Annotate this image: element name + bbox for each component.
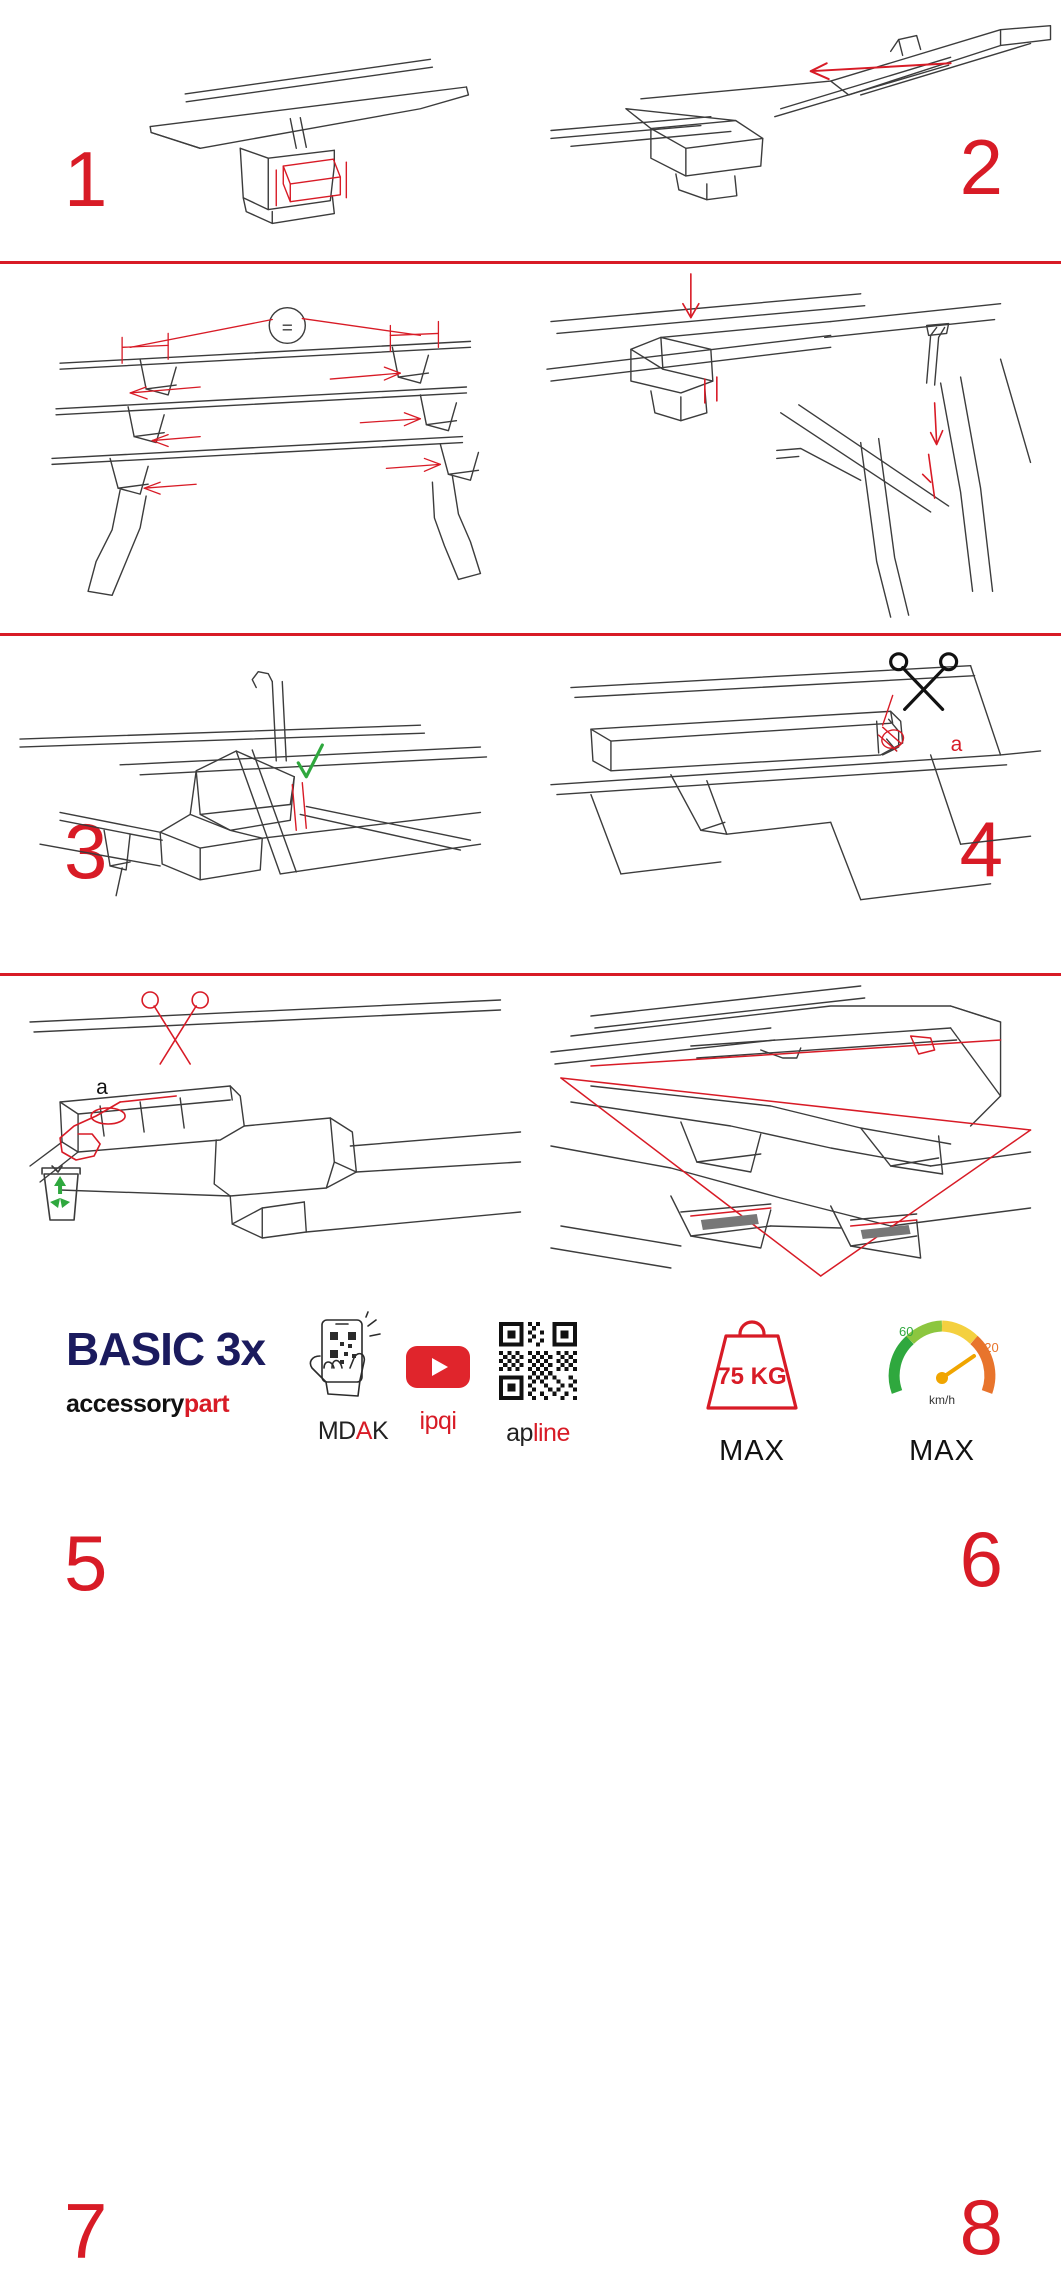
logo-apline-caption-first: ap (506, 1419, 533, 1447)
speedometer-icon (877, 1300, 1007, 1424)
step-number-2: 2 (960, 128, 1003, 206)
equal-symbol: = (282, 318, 293, 339)
logo-mdak-caption (298, 1417, 408, 1445)
logo-mdak-caption-first: MD (318, 1417, 356, 1445)
step-panel-1 (0, 0, 531, 261)
logo-apline-caption-second: line (533, 1419, 570, 1447)
brand-subtitle-second: part (184, 1390, 229, 1418)
step-number-3: 3 (64, 812, 107, 890)
logo-apline-caption (478, 1419, 598, 1447)
speed-unit: km/h (929, 1393, 955, 1407)
brand-block (66, 1324, 306, 1418)
step-panel-4 (531, 264, 1061, 633)
step-8-illustration (531, 976, 1061, 1288)
step-7-illustration (0, 976, 531, 1288)
step-panel-6 (531, 636, 1061, 973)
logo-mdak-caption-end: K (372, 1417, 388, 1445)
brand-subtitle-first: accessory (66, 1390, 184, 1418)
step-panel-2 (531, 0, 1061, 261)
speed-limit-caption: MAX (862, 1435, 1022, 1468)
step-3-illustration (0, 264, 531, 633)
brand-title-suffix: x (240, 1323, 265, 1375)
steps-row-3 (0, 636, 1061, 976)
steps-row-1 (0, 0, 1061, 264)
step-number-6: 6 (960, 1520, 1003, 1598)
strip-label-a-6: a (950, 733, 962, 756)
speed-min-tick: 60 (899, 1324, 913, 1339)
footer (0, 1288, 1061, 1500)
weight-icon (692, 1304, 812, 1424)
steps-row-4 (0, 976, 1061, 1288)
step-number-4: 4 (960, 810, 1003, 888)
logo-ipqi-caption (398, 1407, 478, 1435)
load-limit-caption: MAX (672, 1435, 832, 1468)
load-limit-block (672, 1304, 832, 1468)
step-panel-7 (0, 976, 531, 1288)
step-number-7: 7 (64, 2192, 107, 2270)
brand-title-text: BASIC 3 (66, 1323, 240, 1375)
step-4-illustration (531, 264, 1061, 633)
step-panel-3 (0, 264, 531, 633)
speed-max-tick: 120 (977, 1340, 999, 1355)
qr-code-icon[interactable] (495, 1318, 581, 1404)
step-number-8: 8 (960, 2188, 1003, 2266)
logo-ipqi-caption-text: ipqi (420, 1407, 457, 1435)
speed-limit-block (862, 1300, 1022, 1468)
youtube-play-icon[interactable] (402, 1340, 474, 1392)
brand-title (66, 1324, 306, 1374)
step-number-5: 5 (64, 1524, 107, 1602)
step-panel-8 (531, 976, 1061, 1288)
step-5-illustration (0, 636, 531, 973)
load-limit-value: 75 KG (717, 1363, 786, 1390)
qr-scan-hand-icon (298, 1316, 408, 1402)
step-panel-5 (0, 636, 531, 973)
logo-mdak (298, 1316, 408, 1445)
step-number-1: 1 (64, 140, 107, 218)
brand-subtitle (66, 1390, 306, 1418)
steps-row-2 (0, 264, 1061, 636)
logo-ipqi[interactable] (398, 1340, 478, 1435)
logo-mdak-caption-mid: A (356, 1417, 372, 1445)
strip-label-a-7: a (96, 1076, 108, 1099)
step-6-illustration (531, 636, 1061, 973)
logo-apline[interactable] (478, 1318, 598, 1447)
